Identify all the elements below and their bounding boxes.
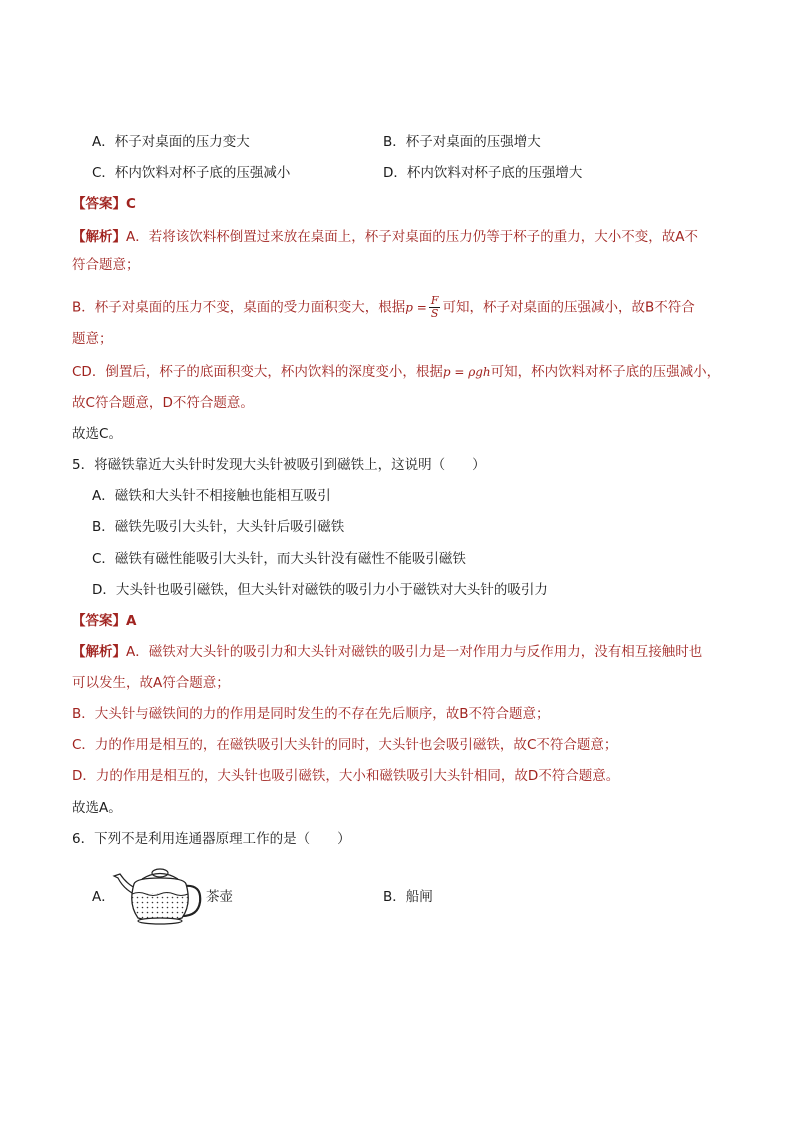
q5-conclusion	[72, 799, 122, 817]
analysis-text: 不符合	[654, 299, 695, 316]
analysis-text: 不符合题意；	[536, 737, 618, 753]
analysis-tag: 【解析】	[72, 229, 126, 245]
q4-option-d: D．杯内饮料对杯子底的压强增大	[383, 165, 583, 181]
option-letter: D	[162, 395, 173, 411]
teapot-icon	[110, 860, 210, 930]
option-letter: D	[527, 768, 539, 784]
conclusion-letter: A	[99, 800, 109, 816]
q4-analysis-b-line1	[72, 295, 695, 320]
q4-analysis-cd-line1	[72, 363, 720, 381]
option-letter: B	[459, 706, 469, 722]
formula: p = ρgh	[442, 365, 491, 379]
q5-option-a: A．磁铁和大头针不相接触也能相互吸引	[92, 488, 331, 504]
answer-value: A	[126, 613, 137, 629]
q4-option-a: A．杯子对桌面的压力变大	[92, 134, 250, 150]
option-letter: B	[644, 299, 655, 316]
conclusion-text: 。	[108, 800, 122, 816]
analysis-text: A．若将该饮料杯倒置过来放在桌面上，杯子对桌面的压力仍等于杯子的重力，大小不变，故	[126, 229, 676, 245]
q5-option-c: C．磁铁有磁性能吸引大头针，而大头针没有磁性不能吸引磁铁	[92, 551, 466, 567]
q5-analysis-c	[72, 736, 617, 754]
option-letter: A	[675, 229, 685, 245]
analysis-text: 可知，杯子对桌面的压强减小，故	[442, 299, 645, 316]
formula-numerator: F	[430, 294, 439, 307]
analysis-text: B．大头针与磁铁间的力的作用是同时发生的不存在先后顺序，故	[72, 706, 460, 722]
q4-answer	[72, 195, 136, 213]
q4-analysis-b-line2: 题意；	[72, 331, 113, 347]
q5-analysis-a-line2	[72, 674, 230, 692]
analysis-text: 故	[72, 395, 86, 411]
analysis-tag: 【解析】	[72, 644, 126, 660]
analysis-text: 可知，杯内饮料对杯子底的压强减小，	[490, 364, 721, 380]
option-letter: C	[526, 737, 537, 753]
q5-option-b: B．磁铁先吸引大头针，大头针后吸引磁铁	[92, 519, 345, 535]
q6-option-b: B．船闸	[383, 889, 433, 905]
formula-lhs: p =	[405, 300, 427, 315]
q5-analysis-b	[72, 705, 550, 723]
conclusion-text: 故选	[72, 800, 99, 816]
q4-analysis-cd-line2	[72, 394, 254, 412]
answer-tag: 【答案】	[72, 613, 126, 629]
q5-stem: 5．将磁铁靠近大头针时发现大头针被吸引到磁铁上，这说明（ ）	[72, 457, 486, 473]
formula-fraction	[429, 295, 441, 320]
q4-option-b: B．杯子对桌面的压强增大	[383, 134, 541, 150]
q6-stem: 6．下列不是利用连通器原理工作的是（ ）	[72, 831, 351, 847]
analysis-text: CD．倒置后，杯子的底面积变大，杯内饮料的深度变小，根据	[72, 364, 443, 380]
analysis-text: 不	[684, 229, 698, 245]
option-letter: C	[85, 395, 95, 411]
q4-analysis-a-line1	[72, 228, 698, 246]
q6-option-a-label: A．	[92, 889, 115, 905]
answer-tag: 【答案】	[72, 196, 126, 212]
analysis-text: 符合题意，	[94, 395, 163, 411]
analysis-text: B．杯子对桌面的压力不变，桌面的受力面积变大，根据	[72, 299, 406, 316]
q5-analysis-a-line1	[72, 643, 702, 661]
q5-option-d: D．大头针也吸引磁铁，但大头针对磁铁的吸引力小于磁铁对大头针的吸引力	[92, 582, 548, 598]
analysis-text: 符合题意；	[162, 675, 230, 691]
analysis-text: A．磁铁对大头针的吸引力和大头针对磁铁的吸引力是一对作用力与反作用力，没有相互接触时也	[126, 644, 703, 660]
analysis-text: 不符合题意。	[538, 768, 620, 784]
conclusion-letter: C	[99, 426, 109, 442]
q4-option-c: C．杯内饮料对杯子底的压强减小	[92, 165, 291, 181]
q5-analysis-d	[72, 767, 619, 785]
option-letter: A	[153, 675, 163, 691]
q4-conclusion	[72, 425, 122, 443]
conclusion-text: 。	[108, 426, 122, 442]
q6-option-a-text: 茶壶	[206, 889, 233, 905]
analysis-text: D．力的作用是相互的，大头针也吸引磁铁，大小和磁铁吸引大头针相同，故	[72, 768, 528, 784]
analysis-text: 不符合题意。	[172, 395, 254, 411]
conclusion-text: 故选	[72, 426, 99, 442]
answer-value: C	[126, 196, 136, 212]
analysis-text: 不符合题意；	[468, 706, 550, 722]
q4-analysis-a-line2: 符合题意；	[72, 257, 140, 273]
formula-denominator: S	[430, 307, 439, 320]
q5-answer	[72, 612, 136, 630]
analysis-text: 可以发生，故	[72, 675, 153, 691]
analysis-text: C．力的作用是相互的，在磁铁吸引大头针的同时，大头针也会吸引磁铁，故	[72, 737, 527, 753]
